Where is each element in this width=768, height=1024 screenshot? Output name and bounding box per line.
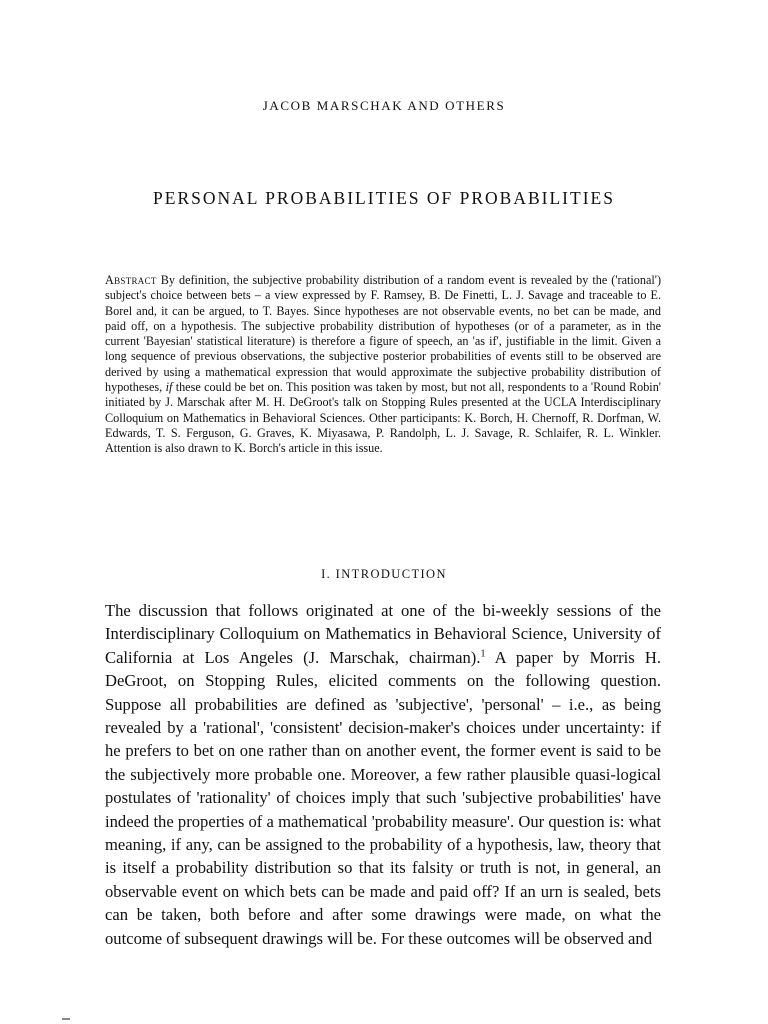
abstract — [105, 273, 661, 457]
abstract-text-part1: By definition, the subjective probability distribution of a random event is revealed by the ('rational') subject's choice between bets – a view expressed by F. Ramsey, B. De Finetti, L. J. Savage and traceable to E. Borel and, it can be argued, to T. Bayes. Since hypotheses are not observable events, no bet can be made, and paid off, on a hypothesis. The subjective probability distribution of hypotheses (or of a parameter, as in the current 'Bayesian' statistical literature) is therefore a figure of speech, an 'as if', justifiable in the limit. Given a long sequence of previous observations, the subjective posterior probabilities of events still to be observed are derived by using a mathematical expression that would approximate the subjective probability distribution of hypotheses, — [105, 273, 661, 395]
abstract-emphasis: if — [165, 380, 173, 395]
scan-mark — [62, 1018, 70, 1020]
body-paragraph — [105, 599, 661, 950]
body-text-part2: A paper by Morris H. DeGroot, on Stopping Rules, elicited comments on the following question. Suppose all probabilities are defined as 'subjective', 'personal' – i.e., as being revealed by a 'rational', 'consistent' decision-maker's choices under uncertainty: if he prefers to bet on one rather than on another event, the former event is said to be the subjectively more probable one. Moreover, a few rather plausible quasi-logical postulates of 'rationality' of choices imply that such 'subjective probabilities' have indeed the properties of a mathematical 'probability measure'. Our question is: what meaning, if any, can be assigned to the probability of a hypothesis, law, theory that is itself a probability distribution so that its falsity or truth is not, in general, an observable event on which bets can be made and paid off? If an urn is sealed, bets can be taken, both before and after some drawings were made, on what the outcome of subsequent drawings will be. For these outcomes will be observed and — [105, 647, 661, 948]
paper-title: PERSONAL PROBABILITIES OF PROBABILITIES — [153, 188, 615, 208]
section-heading: I. INTRODUCTION — [321, 567, 447, 581]
abstract-text-part2: these could be bet on. This position was taken by most, but not all, respondents to a 'Round Robin' initiated by J. Marschak after M. H. DeGroot's talk on Stopping Rules presented at the UCLA Interdisciplinary Colloquium on Mathematics in Behavioral Sciences. Other participants: K. Borch, H. Chernoff, R. Dorfman, W. Edwards, T. S. Ferguson, G. Graves, K. Miyasawa, P. Randolph, L. J. Savage, R. Schlaifer, R. L. Winkler. Attention is also drawn to K. Borch's article in this issue. — [105, 380, 661, 456]
abstract-label: Abstract — [105, 273, 157, 287]
body-text-part1: The discussion that follows originated at one of the bi-weekly sessions of the Interdisciplinary Colloquium on Mathematics in Behavioral Science, University of California at Los Angeles (J. Marschak, chairman). — [105, 601, 661, 667]
running-head: JACOB MARSCHAK AND OTHERS — [262, 98, 506, 113]
footnote-marker[interactable]: 1 — [480, 648, 486, 660]
